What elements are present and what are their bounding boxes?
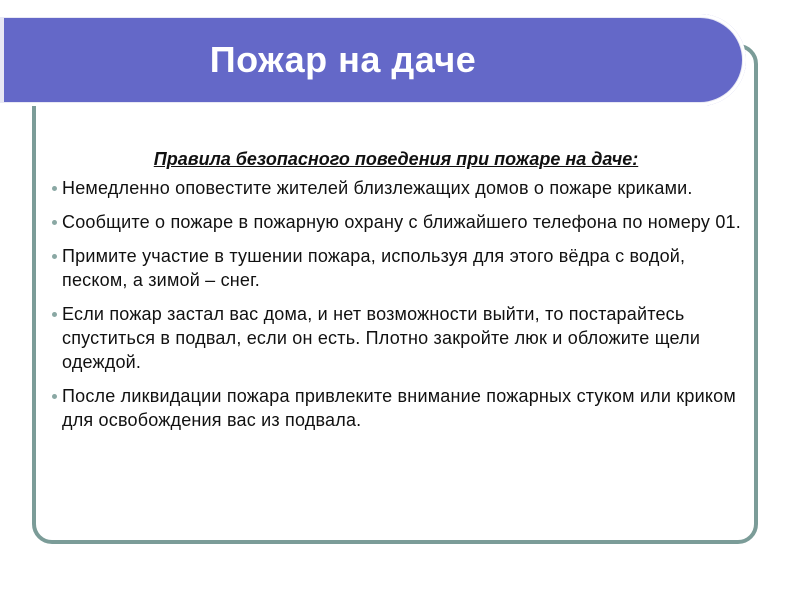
slide-body xyxy=(46,146,746,442)
rule-item xyxy=(46,384,746,432)
rule-text: Если пожар застал вас дома, и нет возможности выйти, то постарайтесь спуститься в подвал, если он есть. Плотно закройте люк и обложите щели одеждой. xyxy=(62,304,701,372)
rules-subtitle: Правила безопасного поведения при пожаре на даче: xyxy=(153,149,639,169)
bullet-icon xyxy=(52,186,57,191)
bullet-icon xyxy=(52,394,57,399)
bullet-icon xyxy=(52,220,57,225)
rules-list xyxy=(46,176,746,432)
bullet-icon xyxy=(52,312,57,317)
slide-title: Пожар на даче xyxy=(209,39,477,80)
rule-item xyxy=(46,244,746,292)
rule-text: Сообщите о пожаре в пожарную охрану с ближайшего телефона по номеру 01. xyxy=(62,212,741,232)
title-banner xyxy=(0,14,746,106)
rule-text: После ликвидации пожара привлеките внимание пожарных стуком или криком для освобождения вас из подвала. xyxy=(62,386,736,430)
title-underline xyxy=(40,104,706,108)
rule-text: Примите участие в тушении пожара, используя для этого вёдра с водой, песком, а зимой – снег. xyxy=(62,246,686,290)
rule-item xyxy=(46,302,746,374)
rule-item xyxy=(46,176,746,200)
rule-text: Немедленно оповестите жителей близлежащих домов о пожаре криками. xyxy=(62,178,693,198)
rule-item xyxy=(46,210,746,234)
bullet-icon xyxy=(52,254,57,259)
